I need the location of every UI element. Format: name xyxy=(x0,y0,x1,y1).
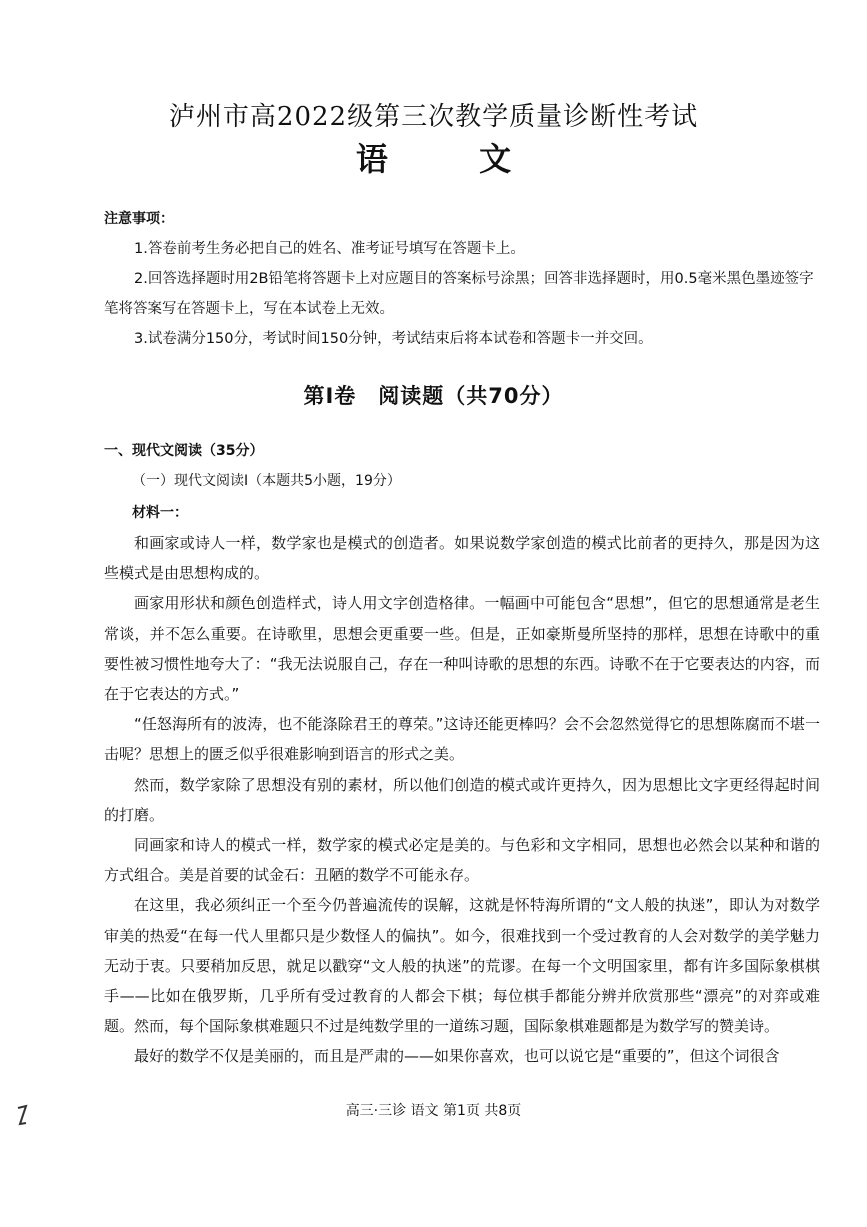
paragraph: 最好的数学不仅是美丽的，而且是严肃的——如果你喜欢，也可以说它是“重要的”，但这个词很含 xyxy=(134,1047,780,1066)
notice-item: 3.试卷满分150分，考试时间150分钟，考试结束后将本试卷和答题卡一并交回。 xyxy=(134,331,653,347)
reading-material xyxy=(104,528,820,1072)
notice-heading: 注意事项： xyxy=(104,211,174,227)
notice-item: 2.回答选择题时用2B铅笔将答题卡上对应题目的答案标号涂黑；回答非选择题时，用0.5毫米黑色墨迹签字笔将答案写在答题卡上，写在本试卷上无效。 xyxy=(104,271,814,317)
notice-item: 1.答卷前考生务必把自己的姓名、准考证号填写在答题卡上。 xyxy=(134,241,525,257)
subpart-heading: （一）现代文阅读Ⅰ（本题共5小题，19分） xyxy=(132,473,401,489)
notice-list xyxy=(104,234,820,354)
paragraph: “任怒海所有的波涛，也不能涤除君王的尊荣。”这诗还能更棒吗？会不会忽然觉得它的思想陈腐而不堪一击呢？思想上的匮乏似乎很难影响到语言的形式之美。 xyxy=(104,715,820,764)
paragraph: 和画家或诗人一样，数学家也是模式的创造者。如果说数学家创造的模式比前者的更持久，那是因为这些模式是由思想构成的。 xyxy=(104,534,820,583)
paragraph: 在这里，我必须纠正一个至今仍普遍流传的误解，这就是怀特海所谓的“文人般的执迷”，即认为对数学审美的热爱“在每一代人里都只是少数怪人的偏执”。如今，很难找到一个受过教育的人会对数学的美学魅力无动于衷。只要稍加反思，就足以戳穿“文人般的执迷”的荒谬。在每一个文明国家里，都有许多国际象棋棋手——比如在俄罗斯，几乎所有受过教育的人都会下棋；每位棋手都能分辨并欣赏那些“漂亮”的对弈或难题。然而，每个国际象棋难题只不过是纯数学里的一道练习题，国际象棋难题都是为数学写的赞美诗。 xyxy=(104,896,820,1036)
subject-title: 语 文 xyxy=(355,140,552,178)
paragraph: 然而，数学家除了思想没有别的素材，所以他们创造的模式或许更持久，因为思想比文字更经得起时间的打磨。 xyxy=(104,775,820,824)
material-label: 材料一： xyxy=(132,505,188,521)
exam-title: 泸州市高2022级第三次教学质量诊断性考试 xyxy=(168,102,699,132)
scan-mark-icon xyxy=(16,1104,28,1126)
paragraph: 同画家和诗人的模式一样，数学家的模式必定是美的。与色彩和文字相同，思想也必然会以某种和谐的方式组合。美是首要的试金石：丑陋的数学不可能永存。 xyxy=(104,836,820,885)
page-footer: 高三·三诊 语文 第1页 共8页 xyxy=(345,1103,522,1119)
part-heading: 一、现代文阅读（35分） xyxy=(104,443,264,459)
paragraph: 画家用形状和颜色创造样式，诗人用文字创造格律。一幅画中可能包含“思想”，但它的思想通常是老生常谈，并不怎么重要。在诗歌里，思想会更重要一些。但是，正如豪斯曼所坚持的那样，思想在诗歌中的重要性被习惯性地夸大了：“我无法说服自己，存在一种叫诗歌的思想的东西。诗歌不在于它要表达的内容，而在于它表达的方式。” xyxy=(104,594,820,704)
section-title: 第Ⅰ卷 阅读题（共70分） xyxy=(303,384,564,408)
